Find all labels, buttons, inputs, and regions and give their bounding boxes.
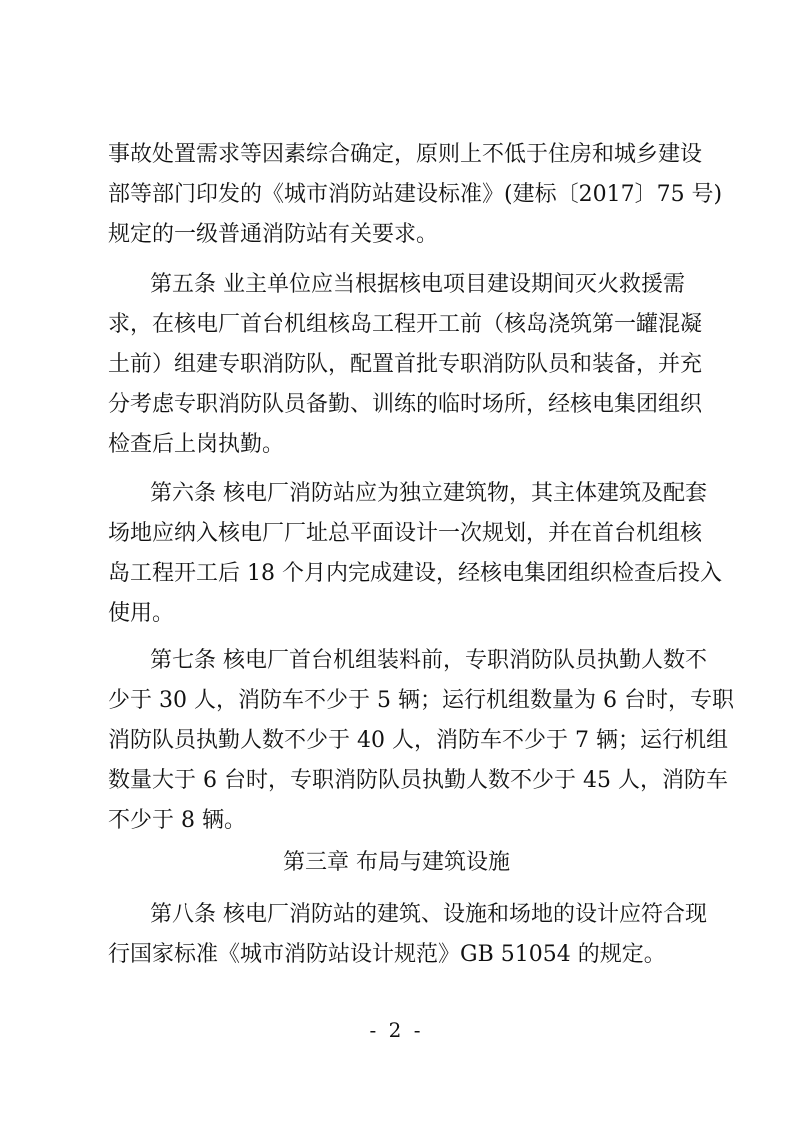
paragraph-line: 规定的一级普通消防站有关要求。 bbox=[108, 222, 439, 247]
paragraph-line: 求，在核电厂首台机组核岛工程开工前（核岛浇筑第一罐混凝 bbox=[108, 312, 703, 337]
paragraph-line: 使用。 bbox=[108, 601, 175, 626]
paragraph-line: 第八条 核电厂消防站的建筑、设施和场地的设计应符合现 bbox=[150, 902, 707, 927]
paragraph-line: 行国家标准《城市消防站设计规范》GB 51054 的规定。 bbox=[108, 942, 666, 967]
paragraph-line: 第七条 核电厂首台机组装料前，专职消防队员执勤人数不 bbox=[150, 648, 707, 673]
paragraph-line: 场地应纳入核电厂厂址总平面设计一次规划，并在首台机组核 bbox=[108, 521, 703, 546]
paragraph-line: 第五条 业主单位应当根据核电项目建设期间灭火救援需 bbox=[150, 272, 685, 297]
paragraph-line: 第六条 核电厂消防站应为独立建筑物，其主体建筑及配套 bbox=[150, 481, 707, 506]
paragraph-line: 土前）组建专职消防队，配置首批专职消防队员和装备，并充 bbox=[108, 352, 703, 377]
chapter-heading: 第三章 布局与建筑设施 bbox=[283, 850, 510, 875]
paragraph-line: 数量大于 6 台时，专职消防队员执勤人数不少于 45 人，消防车 bbox=[108, 768, 728, 793]
paragraph-line: 检查后上岗执勤。 bbox=[108, 432, 285, 457]
paragraph-line: 不少于 8 辆。 bbox=[108, 808, 246, 833]
paragraph-line: 部等部门印发的《城市消防站建设标准》(建标〔2017〕75 号) bbox=[108, 182, 723, 207]
paragraph-line: 事故处置需求等因素综合确定，原则上不低于住房和城乡建设 bbox=[108, 142, 703, 167]
paragraph-line: 消防队员执勤人数不少于 40 人，消防车不少于 7 辆；运行机组 bbox=[108, 728, 728, 753]
paragraph-line: 少于 30 人，消防车不少于 5 辆；运行机组数量为 6 台时，专职 bbox=[108, 688, 734, 713]
page-number: - 2 - bbox=[369, 1018, 424, 1042]
paragraph-line: 分考虑专职消防队员备勤、训练的临时场所，经核电集团组织 bbox=[108, 392, 703, 417]
paragraph-line: 岛工程开工后 18 个月内完成建设，经核电集团组织检查后投入 bbox=[108, 561, 722, 586]
